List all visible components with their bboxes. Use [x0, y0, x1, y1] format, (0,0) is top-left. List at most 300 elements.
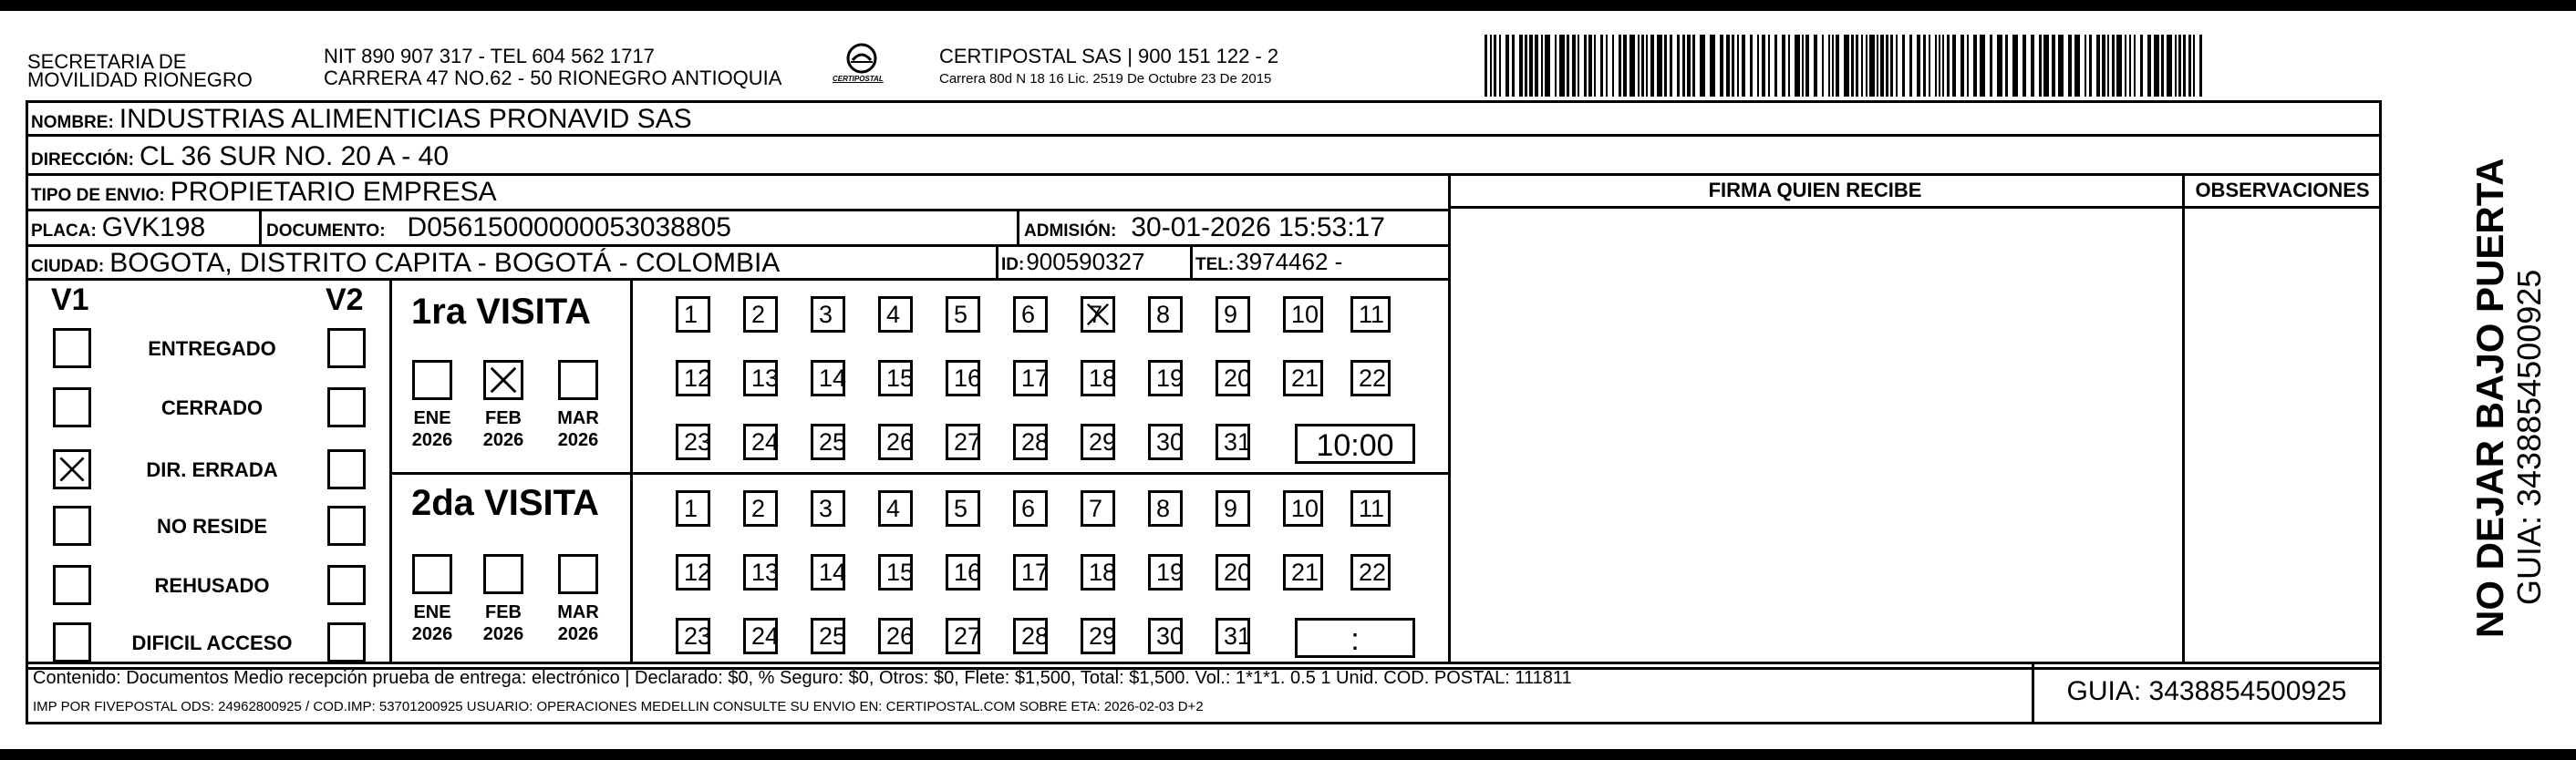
barcode-bar [1750, 35, 1753, 97]
documento-row [266, 212, 731, 243]
first-month-label [404, 407, 460, 451]
day-number: 29 [1089, 428, 1117, 456]
first-time-box[interactable] [1295, 424, 1415, 464]
barcode-bar [1909, 35, 1912, 97]
day-number: 15 [886, 365, 915, 392]
barcode-bar [2052, 35, 2055, 97]
second-day-box[interactable] [1013, 554, 1048, 591]
barcode-bar [1692, 35, 1695, 97]
second-day-box[interactable] [878, 554, 913, 591]
day-number: 30 [1156, 428, 1185, 456]
v2-header: V2 [326, 282, 364, 317]
day-number: 31 [1224, 428, 1252, 456]
second-day-box[interactable] [811, 490, 845, 527]
second-day-box[interactable] [743, 618, 778, 654]
day-number: 5 [954, 301, 968, 328]
status-label: CERRADO [160, 396, 264, 419]
status-label: NO RESIDE [156, 515, 268, 538]
day-number: 8 [1156, 495, 1171, 522]
second-day-box[interactable] [1081, 554, 1115, 591]
day-number: 4 [886, 495, 901, 522]
month-year: 2026 [482, 624, 524, 644]
barcode-bar [1525, 35, 1527, 97]
barcode-bar [1782, 35, 1785, 97]
day-number: 2 [751, 495, 766, 522]
barcode-bar [2154, 35, 2159, 97]
day-number: 23 [684, 428, 712, 456]
day-number: 30 [1156, 622, 1185, 650]
placa-row [31, 212, 205, 243]
barcode-bar [1851, 35, 1854, 97]
second-day-box[interactable] [1283, 554, 1323, 591]
first-day-box[interactable] [1013, 360, 1048, 396]
barcode-bar [1646, 35, 1648, 97]
second-day-box[interactable] [1013, 490, 1048, 527]
first-day-box[interactable] [1216, 296, 1250, 333]
barcode-bar [2193, 35, 2195, 97]
barcode-bar [1929, 35, 1930, 97]
second-day-box[interactable] [946, 554, 980, 591]
footer-print-line: IMP POR FIVEPOSTAL ODS: 24962800925 / COD.IMP: 53701200925 USUARIO: OPERACIONES MEDELLIN CONSULTE SU ENVIO EN: CERTIPOSTAL.COM SOBRE ETA: 2026-02-03 D+2 [33, 699, 1204, 714]
v2-checkbox[interactable] [327, 565, 366, 605]
barcode-bar [2096, 35, 2100, 97]
first-day-box[interactable] [878, 424, 913, 460]
barcode-bar [1886, 35, 1888, 97]
barcode-bar [1990, 35, 1992, 97]
second-day-box[interactable] [1216, 554, 1250, 591]
second-month-label [550, 601, 606, 645]
barcode-bar [1828, 35, 1830, 97]
day-number: 4 [886, 301, 901, 328]
admision-row [1024, 212, 1385, 243]
second-visit-title: 2da VISITA [411, 483, 599, 523]
second-day-box[interactable] [676, 490, 710, 527]
certipostal-logo [834, 40, 893, 98]
top-border [0, 0, 2576, 11]
day-number: 7 [1089, 495, 1103, 522]
second-day-box[interactable] [1013, 618, 1048, 654]
documento-label: DOCUMENTO: [266, 221, 386, 241]
day-number: 16 [954, 365, 982, 392]
v2-checkbox[interactable] [327, 328, 366, 368]
second-day-box[interactable] [743, 490, 778, 527]
barcode-bar [2102, 35, 2105, 97]
month-year: 2026 [411, 624, 453, 644]
day-number: 15 [886, 559, 915, 586]
barcode-bar [2125, 35, 2126, 97]
barcode-bar [1682, 35, 1685, 97]
day-number: 16 [954, 559, 982, 586]
day-number: 6 [1021, 495, 1036, 522]
documento-value: D05615000000053038805 [407, 212, 731, 242]
first-day-box[interactable] [1013, 296, 1048, 333]
day-number: 27 [954, 428, 982, 456]
id-label: ID: [1001, 255, 1025, 274]
day-number: 23 [684, 622, 712, 650]
side-text-block [2469, 158, 2548, 638]
day-number: 31 [1224, 622, 1252, 650]
barcode-bar [1559, 35, 1565, 97]
first-day-box[interactable] [1081, 296, 1115, 333]
month-name: FEB [485, 408, 522, 428]
v1-checkbox[interactable] [53, 506, 91, 546]
barcode-bar [1629, 35, 1635, 97]
first-day-box[interactable] [811, 360, 845, 396]
day-number: 26 [886, 428, 915, 456]
barcode-bar [2043, 35, 2049, 97]
admision-label: ADMISIÓN: [1024, 221, 1117, 241]
first-visit-title: 1ra VISITA [411, 292, 592, 332]
first-day-box[interactable] [1013, 424, 1048, 460]
barcode-bar [1612, 35, 1614, 97]
barcode-bar [2175, 35, 2177, 97]
observaciones-area[interactable] [2187, 211, 2379, 659]
first-day-box[interactable] [1148, 360, 1183, 396]
day-number: 2 [751, 301, 766, 328]
day-number: 12 [684, 559, 712, 586]
nombre-label: NOMBRE: [31, 113, 114, 132]
barcode-bar [1774, 35, 1777, 97]
barcode-bar [1726, 35, 1730, 97]
day-number: 11 [1359, 495, 1385, 522]
barcode-bar [1896, 35, 1898, 97]
barcode-bar [1490, 35, 1492, 97]
barcode-bar [1788, 35, 1790, 97]
second-day-box[interactable] [1216, 618, 1250, 654]
first-day-box[interactable] [743, 424, 778, 460]
second-time-box[interactable] [1295, 618, 1415, 658]
second-day-box[interactable] [1350, 490, 1391, 527]
month-year: 2026 [411, 430, 453, 450]
direccion-value: CL 36 SUR NO. 20 A - 40 [139, 141, 450, 171]
barcode [1485, 35, 2209, 97]
first-day-box[interactable] [1350, 296, 1391, 333]
first-day-box[interactable] [1283, 296, 1323, 333]
second-day-box[interactable] [811, 618, 845, 654]
day-number: 10 [1291, 495, 1319, 522]
barcode-bar [1836, 35, 1839, 97]
barcode-bar [2107, 35, 2109, 97]
second-day-box[interactable] [878, 490, 913, 527]
barcode-bar [2031, 35, 2034, 97]
ciudad-row [31, 248, 780, 279]
second-month-label [404, 601, 460, 645]
barcode-bar [2134, 35, 2136, 97]
day-number: 12 [684, 365, 712, 392]
side-guia: GUIA: 3438854500925 [2510, 269, 2548, 605]
barcode-bar [1997, 35, 2002, 97]
org-name-line1: SECRETARIA DE [27, 50, 187, 73]
barcode-bar [1869, 35, 1875, 97]
barcode-bar [1866, 35, 1867, 97]
barcode-bar [2167, 35, 2172, 97]
first-day-box[interactable] [1081, 424, 1115, 460]
first-day-box[interactable] [878, 296, 913, 333]
barcode-bar [1737, 35, 1739, 97]
barcode-bar [1623, 35, 1627, 97]
barcode-bar [1606, 35, 1608, 97]
v2-checkbox[interactable] [327, 387, 366, 427]
day-number: 11 [1359, 301, 1385, 328]
second-day-box[interactable] [811, 554, 845, 591]
day-number: 10 [1291, 301, 1319, 328]
first-day-box[interactable] [1148, 296, 1183, 333]
footer-guia: GUIA: 3438854500925 [2066, 676, 2347, 706]
barcode-bar [1499, 35, 1501, 97]
first-day-box[interactable] [811, 424, 845, 460]
day-number: 6 [1021, 301, 1036, 328]
barcode-bar [1822, 35, 1824, 97]
barcode-bar [2199, 35, 2202, 97]
second-month-checkbox-feb[interactable] [483, 554, 523, 594]
barcode-bar [2147, 35, 2151, 97]
barcode-bar [1917, 35, 1920, 97]
nombre-row [31, 104, 692, 135]
second-month-label [475, 601, 532, 645]
barcode-bar [1529, 35, 1533, 97]
barcode-bar [1578, 35, 1579, 97]
status-label: DIFICIL ACCESO [131, 632, 293, 654]
barcode-bar [1923, 35, 1926, 97]
second-day-box[interactable] [676, 554, 710, 591]
time-value: : [1350, 622, 1360, 657]
barcode-bar [1757, 35, 1759, 97]
barcode-bar [1505, 35, 1509, 97]
no-dejar-warning: NO DEJAR BAJO PUERTA [2468, 158, 2511, 638]
time-value: 10:00 [1316, 428, 1394, 463]
day-number: 13 [751, 559, 780, 586]
day-number: 1 [684, 301, 698, 328]
first-day-box[interactable] [676, 296, 710, 333]
first-day-box[interactable] [1350, 360, 1391, 396]
day-number: 22 [1359, 365, 1387, 392]
tipo-envio-value: PROPIETARIO EMPRESA [170, 177, 497, 207]
day-number: 1 [684, 495, 698, 522]
first-day-box[interactable] [878, 360, 913, 396]
barcode-bar [2005, 35, 2008, 97]
barcode-bar [2058, 35, 2064, 97]
barcode-bar [2129, 35, 2131, 97]
barcode-bar [1939, 35, 1940, 97]
barcode-bar [1935, 35, 1937, 97]
firma-signature-area[interactable] [1453, 211, 2179, 659]
barcode-bar [2089, 35, 2092, 97]
barcode-bar [2178, 35, 2181, 97]
first-day-box[interactable] [811, 296, 845, 333]
v1-checkbox[interactable] [53, 387, 91, 427]
first-day-box[interactable] [1216, 424, 1250, 460]
day-number: 28 [1021, 622, 1050, 650]
barcode-bar [1545, 35, 1550, 97]
barcode-bar [2085, 35, 2086, 97]
id-value: 900590327 [1026, 248, 1145, 275]
barcode-bar [1980, 35, 1985, 97]
v2-checkbox[interactable] [327, 622, 366, 662]
barcode-bar [2183, 35, 2186, 97]
day-number: 14 [819, 365, 847, 392]
day-number: 24 [751, 622, 780, 650]
barcode-bar [1594, 35, 1596, 97]
day-number: 20 [1224, 365, 1252, 392]
first-day-box[interactable] [946, 424, 980, 460]
second-month-checkbox-mar[interactable] [558, 554, 598, 594]
barcode-bar [2074, 35, 2080, 97]
second-day-box[interactable] [743, 554, 778, 591]
tipo-envio-row [31, 177, 497, 208]
second-day-box[interactable] [946, 490, 980, 527]
second-day-box[interactable] [946, 618, 980, 654]
barcode-bar [1802, 35, 1804, 97]
day-number: 21 [1291, 365, 1319, 392]
org-nit: NIT 890 907 317 - TEL 604 562 1717 [324, 45, 655, 67]
first-day-box[interactable] [1081, 360, 1115, 396]
first-day-box[interactable] [1283, 360, 1323, 396]
barcode-bar [1947, 35, 1950, 97]
barcode-bar [1814, 35, 1817, 97]
day-number: 28 [1021, 428, 1050, 456]
barcode-bar [1762, 35, 1765, 97]
first-month-checkbox-mar[interactable] [558, 360, 598, 400]
barcode-bar [1805, 35, 1809, 97]
first-day-box[interactable] [676, 424, 710, 460]
day-number: 21 [1291, 559, 1319, 586]
day-number: 18 [1089, 365, 1117, 392]
second-day-box[interactable] [878, 618, 913, 654]
barcode-bar [1657, 35, 1662, 97]
barcode-bar [1584, 35, 1587, 97]
placa-label: PLACA: [31, 221, 97, 241]
barcode-bar [2140, 35, 2143, 97]
direccion-label: DIRECCIÓN: [31, 150, 134, 169]
barcode-bar [1600, 35, 1603, 97]
day-number: 22 [1359, 559, 1387, 586]
second-day-box[interactable] [1081, 490, 1115, 527]
second-day-box[interactable] [1216, 490, 1250, 527]
admision-value: 30-01-2026 15:53:17 [1131, 212, 1385, 242]
ciudad-value: BOGOTA, DISTRITO CAPITA - BOGOTÁ - COLOMBIA [109, 248, 781, 278]
barcode-bar [1742, 35, 1745, 97]
barcode-bar [1519, 35, 1523, 97]
org-address: CARRERA 47 NO.62 - 50 RIONEGRO ANTIOQUIA [324, 67, 782, 89]
barcode-bar [2112, 35, 2115, 97]
day-number: 27 [954, 622, 982, 650]
barcode-bar [2023, 35, 2026, 97]
barcode-bar [1555, 35, 1557, 97]
barcode-bar [2039, 35, 2042, 97]
barcode-bar [1877, 35, 1878, 97]
barcode-bar [1512, 35, 1515, 97]
second-day-box[interactable] [1081, 618, 1115, 654]
month-year: 2026 [482, 430, 524, 450]
second-day-box[interactable] [676, 618, 710, 654]
first-month-label [550, 407, 606, 451]
barcode-bar [1880, 35, 1884, 97]
v2-checkbox[interactable] [327, 449, 366, 489]
day-number: 29 [1089, 622, 1117, 650]
second-day-box[interactable] [1148, 554, 1183, 591]
barcode-bar [1768, 35, 1770, 97]
first-month-checkbox-feb[interactable] [483, 360, 523, 400]
barcode-bar [1638, 35, 1640, 97]
barcode-bar [1960, 35, 1964, 97]
day-number: 13 [751, 365, 780, 392]
barcode-bar [1619, 35, 1621, 97]
ciudad-label: CIUDAD: [31, 257, 105, 276]
placa-value: GVK198 [101, 212, 206, 242]
first-day-box[interactable] [743, 296, 778, 333]
barcode-bar [1494, 35, 1496, 97]
nombre-value: INDUSTRIAS ALIMENTICIAS PRONAVID SAS [119, 104, 692, 134]
first-day-box[interactable] [946, 296, 980, 333]
barcode-bar [1535, 35, 1538, 97]
logo-text: CERTIPOSTAL [833, 75, 884, 83]
day-number: 19 [1156, 559, 1185, 586]
v1-checkbox[interactable] [53, 449, 91, 489]
status-label: DIR. ERRADA [146, 458, 278, 481]
barcode-bar [1720, 35, 1723, 97]
first-day-box[interactable] [946, 360, 980, 396]
first-month-checkbox-ene[interactable] [412, 360, 452, 400]
org-name-line2: MOVILIDAD RIONEGRO [27, 68, 253, 91]
barcode-bar [1861, 35, 1863, 97]
tel-row [1195, 248, 1342, 276]
first-day-box[interactable] [1148, 424, 1183, 460]
day-number: 9 [1224, 301, 1238, 328]
tel-label: TEL: [1195, 255, 1235, 274]
second-day-box[interactable] [1283, 490, 1323, 527]
v1-checkbox[interactable] [53, 328, 91, 368]
bottom-border [0, 749, 2576, 760]
day-number: 17 [1021, 559, 1050, 586]
day-number: 9 [1224, 495, 1238, 522]
courier-name: CERTIPOSTAL SAS | 900 151 122 - 2 [939, 45, 1279, 67]
second-month-checkbox-ene[interactable] [412, 554, 452, 594]
barcode-bar [1856, 35, 1858, 97]
barcode-bar [1687, 35, 1691, 97]
v1-checkbox[interactable] [53, 622, 91, 662]
first-day-box[interactable] [743, 360, 778, 396]
second-day-box[interactable] [1148, 618, 1183, 654]
first-day-box[interactable] [676, 360, 710, 396]
day-number: 24 [751, 428, 780, 456]
barcode-bar [1832, 35, 1834, 97]
barcode-bar [1732, 35, 1734, 97]
second-day-box[interactable] [1350, 554, 1391, 591]
barcode-bar [1677, 35, 1680, 97]
day-number: 14 [819, 559, 847, 586]
x-mark-icon [1083, 299, 1112, 330]
barcode-bar [1641, 35, 1644, 97]
barcode-bar [1588, 35, 1592, 97]
month-name: FEB [485, 602, 522, 622]
v2-checkbox[interactable] [327, 506, 366, 546]
day-number: 3 [819, 301, 833, 328]
v1-checkbox[interactable] [53, 565, 91, 605]
barcode-bar [1572, 35, 1576, 97]
tipo-envio-label: TIPO DE ENVIO: [31, 186, 165, 205]
day-number: 26 [886, 622, 915, 650]
observaciones-header: OBSERVACIONES [2195, 179, 2370, 201]
barcode-bar [2116, 35, 2122, 97]
second-day-box[interactable] [1148, 490, 1183, 527]
first-day-box[interactable] [1216, 360, 1250, 396]
x-mark-icon [56, 452, 88, 487]
barcode-bar [1795, 35, 1800, 97]
month-year: 2026 [557, 624, 599, 644]
day-number: 20 [1224, 559, 1252, 586]
barcode-bar [1902, 35, 1905, 97]
tel-value: 3974462 - [1236, 248, 1343, 275]
